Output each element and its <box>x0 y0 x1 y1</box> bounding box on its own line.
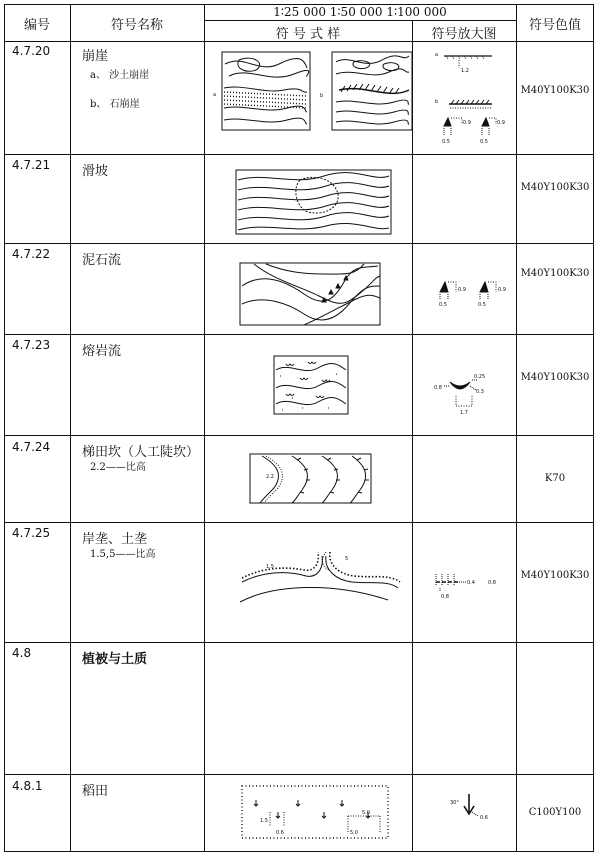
row-code: 4.8 <box>12 646 32 660</box>
detail-a-label: a <box>435 52 439 58</box>
embankment-height: 1.5 <box>266 564 274 570</box>
row-note: 1.5,5——比高 <box>90 549 156 560</box>
detail-dimension: 1.7 <box>460 410 468 416</box>
detail-dimension: 0.4 <box>467 580 475 586</box>
detail-dimension: 0.8 <box>441 594 449 600</box>
sand-collapse-sample <box>222 52 310 130</box>
paddy-spacing: 5.0 <box>350 830 358 836</box>
rock-collapse-sample <box>332 52 412 130</box>
detail-dimension: 0.9 <box>458 287 466 293</box>
paddy-field-detail <box>464 794 478 816</box>
row-sub-b: b、 石崩崖 <box>90 99 140 110</box>
header-style: 符 号 式 样 <box>275 27 341 42</box>
row-code: 4.7.25 <box>12 526 51 540</box>
color-value: M40Y100K30 <box>520 182 590 193</box>
lava-flow-detail <box>444 380 478 406</box>
sample-a-label: a <box>213 92 217 98</box>
row-code: 4.7.21 <box>12 158 51 172</box>
symbol-table <box>4 4 594 852</box>
row-code: 4.7.20 <box>12 44 51 58</box>
embankment-detail <box>436 574 466 592</box>
color-value: C100Y100 <box>528 807 582 818</box>
detail-angle: 30° <box>450 800 459 806</box>
sample-b-label: b <box>320 93 324 99</box>
embankment-sample <box>240 552 400 602</box>
row-sub-a: a、 沙土崩崖 <box>90 70 150 81</box>
symbol-drawings <box>4 4 594 852</box>
row-code: 4.7.22 <box>12 247 51 261</box>
row-name: 熔岩流 <box>82 344 122 359</box>
embankment-height: 5 <box>345 556 349 562</box>
row-code: 4.8.1 <box>12 779 43 793</box>
header-detail: 符号放大图 <box>431 27 497 42</box>
row-name: 稻田 <box>82 784 109 799</box>
detail-dimension: 0.25 <box>474 374 486 380</box>
detail-dimension: 0.3 <box>476 389 484 395</box>
row-note: 2.2——比高 <box>90 462 146 473</box>
scarp-height: 2.2 <box>266 474 274 480</box>
color-value: M40Y100K30 <box>520 570 590 581</box>
paddy-spacing: 1.5 <box>260 818 268 824</box>
detail-dimension: 0.9 <box>497 120 505 126</box>
row-name: 梯田坎（人工陡坎） <box>82 445 200 460</box>
detail-dimension: 0.6 <box>480 815 488 821</box>
debris-flow-detail <box>440 282 496 300</box>
color-value: M40Y100K30 <box>520 268 590 279</box>
color-value: M40Y100K30 <box>520 85 590 96</box>
detail-dimension: 0.5 <box>442 139 450 145</box>
header-scales: 1∶25 000 1∶50 000 1∶100 000 <box>273 5 447 19</box>
row-code: 4.7.23 <box>12 338 51 352</box>
paddy-spacing: 5.0 <box>362 810 370 816</box>
row-code: 4.7.24 <box>12 440 51 454</box>
row-name: 植被与土质 <box>82 652 148 667</box>
detail-dimension: 1.2 <box>461 68 469 74</box>
detail-dimension: 0.9 <box>463 120 471 126</box>
color-value: K70 <box>544 473 566 484</box>
paddy-spacing: 0.6 <box>276 830 284 836</box>
detail-dimension: 0.5 <box>480 139 488 145</box>
lava-flow-sample <box>274 356 348 414</box>
header-code: 编号 <box>23 18 50 33</box>
detail-dimension: 0.5 <box>478 302 486 308</box>
color-value: M40Y100K30 <box>520 372 590 383</box>
header-color: 符号色值 <box>528 18 581 33</box>
detail-b-label: b <box>435 99 439 105</box>
detail-dimension: 0.8 <box>488 580 496 586</box>
landslide-sample <box>236 170 391 234</box>
detail-dimension: 0.9 <box>498 287 506 293</box>
detail-dimension: 0.5 <box>439 302 447 308</box>
row-name: 崩崖 <box>82 49 109 64</box>
debris-flow-sample <box>240 263 380 325</box>
header-name: 符号名称 <box>110 18 163 33</box>
row-name: 泥石流 <box>82 253 122 268</box>
row-name: 岸垄、土垄 <box>82 532 148 547</box>
row-name: 滑坡 <box>82 164 109 179</box>
detail-dimension: 0.8 <box>434 385 442 391</box>
